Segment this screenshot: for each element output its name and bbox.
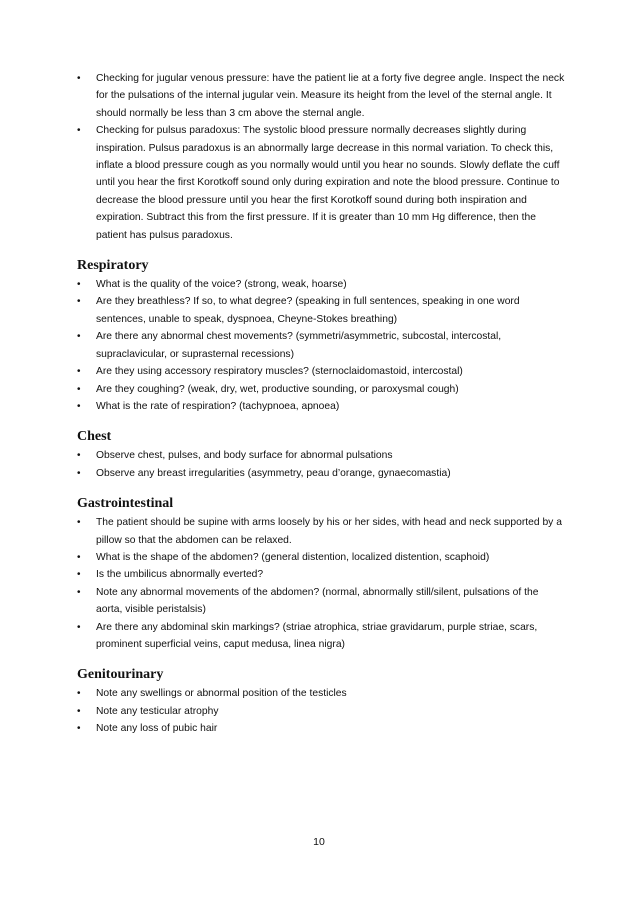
list-item-text: Are they breathless? If so, to what degree? (speaking in full sentences, speaking in one word sentences, unable to speak, dyspnoea, Cheyne-Stokes breathing)	[96, 296, 520, 325]
bullet-icon: •	[77, 296, 81, 308]
bullet-list	[77, 447, 567, 482]
section-heading: Respiratory	[77, 258, 149, 274]
list-item	[77, 398, 567, 415]
list-item-text: Are there any abdominal skin markings? (striae atrophica, striae gravidarum, purple striae, scars, prominent superficial veins, caput medusa, linea nigra)	[96, 621, 538, 650]
section-heading: Genitourinary	[77, 667, 164, 683]
section-heading: Chest	[77, 429, 112, 445]
section-chest	[77, 427, 567, 482]
list-item	[77, 363, 567, 380]
list-item	[77, 293, 567, 328]
list-item-text: Observe any breast irregularities (asymmetry, peau d’orange, gynaecomastia)	[96, 467, 451, 479]
list-item	[77, 514, 567, 549]
list-item-text: Note any testicular atrophy	[96, 705, 219, 717]
bullet-icon: •	[77, 450, 81, 462]
list-item-text: Is the umbilicus abnormally everted?	[96, 569, 264, 581]
bullet-icon: •	[77, 705, 81, 717]
bullet-icon: •	[77, 279, 81, 291]
bullet-icon: •	[77, 517, 81, 529]
list-item-text: Note any swellings or abnormal position of the testicles	[96, 688, 347, 700]
list-item-text: What is the quality of the voice? (strong, weak, hoarse)	[96, 279, 347, 291]
list-item	[77, 566, 567, 583]
bullet-list	[77, 685, 567, 737]
list-item	[77, 465, 567, 482]
bullet-icon: •	[77, 383, 81, 395]
list-item-text: What is the rate of respiration? (tachypnoea, apnoea)	[96, 400, 340, 412]
section-heading: Gastrointestinal	[77, 496, 174, 512]
list-item-text: Note any abnormal movements of the abdomen? (normal, abnormally still/silent, pulsations of the aorta, visible peristalsis)	[96, 586, 539, 616]
list-item	[77, 70, 567, 122]
bullet-icon: •	[77, 688, 81, 700]
list-item	[77, 381, 567, 398]
bullet-icon: •	[77, 366, 81, 378]
bullet-icon: •	[77, 621, 81, 633]
bullet-icon: •	[77, 551, 81, 563]
bullet-list	[77, 276, 567, 415]
bullet-icon: •	[77, 73, 81, 84]
list-item	[77, 447, 567, 464]
page-content	[77, 70, 567, 738]
list-item-text: Checking for jugular venous pressure: have the patient lie at a forty five degree angle. Inspect the neck for the pulsations of the internal jugular vein. Measure its height from the level of the sternal angle. It should normally be less than 3 cm above the sternal angle.	[96, 73, 565, 119]
list-item	[77, 276, 567, 293]
section-respiratory	[77, 256, 567, 415]
section-gastrointestinal	[77, 494, 567, 653]
list-item	[77, 328, 567, 363]
bullet-icon: •	[77, 586, 81, 598]
list-item	[77, 720, 567, 737]
list-item-text: What is the shape of the abdomen? (general distention, localized distention, scaphoid)	[96, 551, 490, 563]
list-item-text: Are there any abnormal chest movements? (symmetri/asymmetric, subcostal, intercostal, supraclavicular, or suprasternal recessions)	[96, 331, 502, 360]
section-genitourinary	[77, 665, 567, 737]
list-item-text: The patient should be supine with arms loosely by his or her sides, with head and neck supported by a pillow so that the abdomen can be relaxed.	[96, 517, 562, 546]
list-item	[77, 703, 567, 720]
list-item-text: Note any loss of pubic hair	[96, 723, 218, 735]
bullet-icon: •	[77, 723, 81, 735]
list-item	[77, 549, 567, 566]
list-item-text: Observe chest, pulses, and body surface for abnormal pulsations	[96, 450, 393, 462]
list-item	[77, 584, 567, 619]
bullet-icon: •	[77, 400, 81, 412]
list-item	[77, 122, 567, 244]
bullet-list	[77, 70, 567, 244]
list-item	[77, 619, 567, 654]
list-item-text: Are they using accessory respiratory muscles? (sternoclaidomastoid, intercostal)	[96, 366, 463, 378]
page-number: 10	[313, 836, 325, 848]
bullet-icon: •	[77, 125, 81, 137]
section-intro	[77, 70, 567, 244]
list-item-text: Are they coughing? (weak, dry, wet, productive sounding, or paroxysmal cough)	[96, 383, 459, 395]
list-item-text: Checking for pulsus paradoxus: The systolic blood pressure normally decreases slightly during inspiration. Pulsus paradoxus is an abnormally large decrease in this normal variation. To check this, inflate a blood pressure cough as you normally would until you hear no sounds. Slowly deflate the cuff until you hear the first Korotkoff sound only during expiration and note the blood pressure. Continue to decrease the blood pressure until you hear the first Korotkoff sound during both inspiration and expiration. Subtract this from the first pressure. If it is greater than 10 mm Hg difference, then the patient has pulsus paradoxus.	[96, 125, 560, 241]
bullet-icon: •	[77, 331, 81, 343]
bullet-icon: •	[77, 467, 81, 479]
bullet-list	[77, 514, 567, 653]
list-item	[77, 685, 567, 702]
bullet-icon: •	[77, 569, 81, 581]
